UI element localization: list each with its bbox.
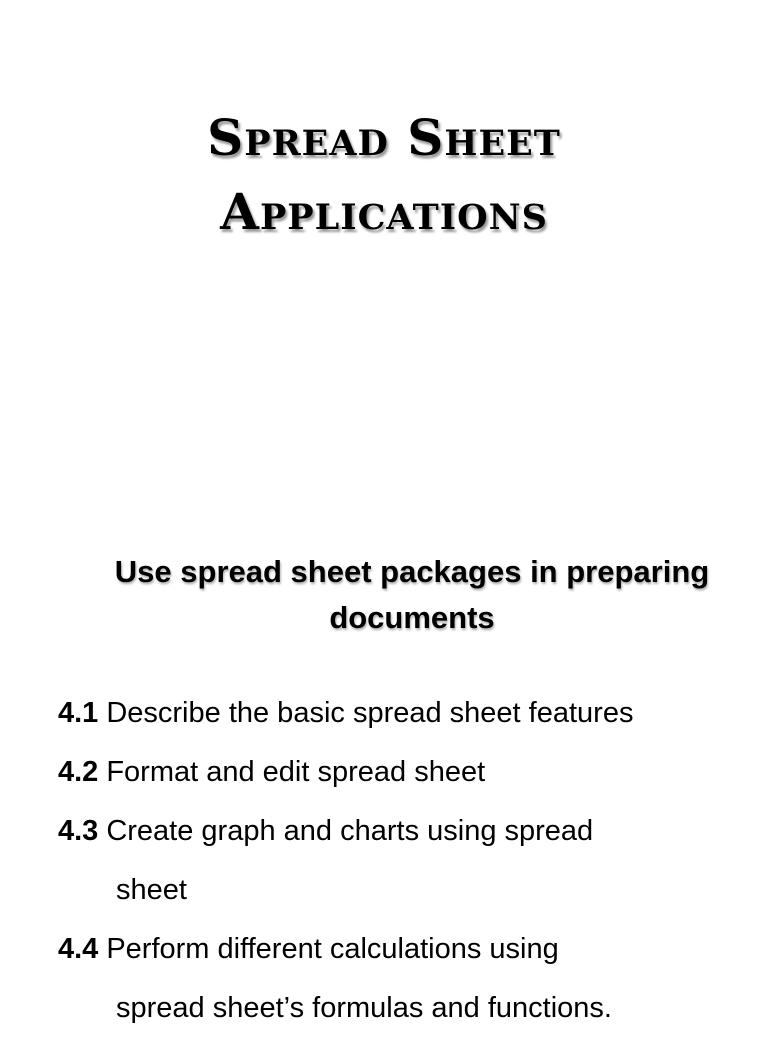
objective-text: Create graph and charts using spread (106, 815, 594, 847)
objective-number: 4.2 (58, 756, 99, 788)
objective-item-4-2 (58, 743, 748, 802)
objective-continuation: sheet (116, 874, 187, 906)
subtitle-line-1: Use spread sheet packages in preparing (114, 554, 710, 589)
objective-number: 4.4 (58, 933, 99, 965)
objective-number: 4.1 (58, 697, 99, 729)
objective-text: Perform different calculations using (106, 933, 559, 965)
title-line-2: Applications (220, 182, 548, 241)
objective-text: Format and edit spread sheet (106, 756, 486, 788)
objective-continuation: spread sheet’s formulas and functions. (116, 992, 612, 1024)
objectives-list (58, 684, 748, 1038)
objective-item-4-3 (58, 802, 748, 920)
objective-text: Describe the basic spread sheet features (106, 697, 634, 729)
objective-item-4-4 (58, 920, 748, 1038)
objective-number: 4.3 (58, 815, 99, 847)
title-line-1: Spread Sheet (207, 108, 561, 167)
subtitle-line-2: documents (329, 600, 495, 635)
objective-item-4-1 (58, 684, 748, 743)
